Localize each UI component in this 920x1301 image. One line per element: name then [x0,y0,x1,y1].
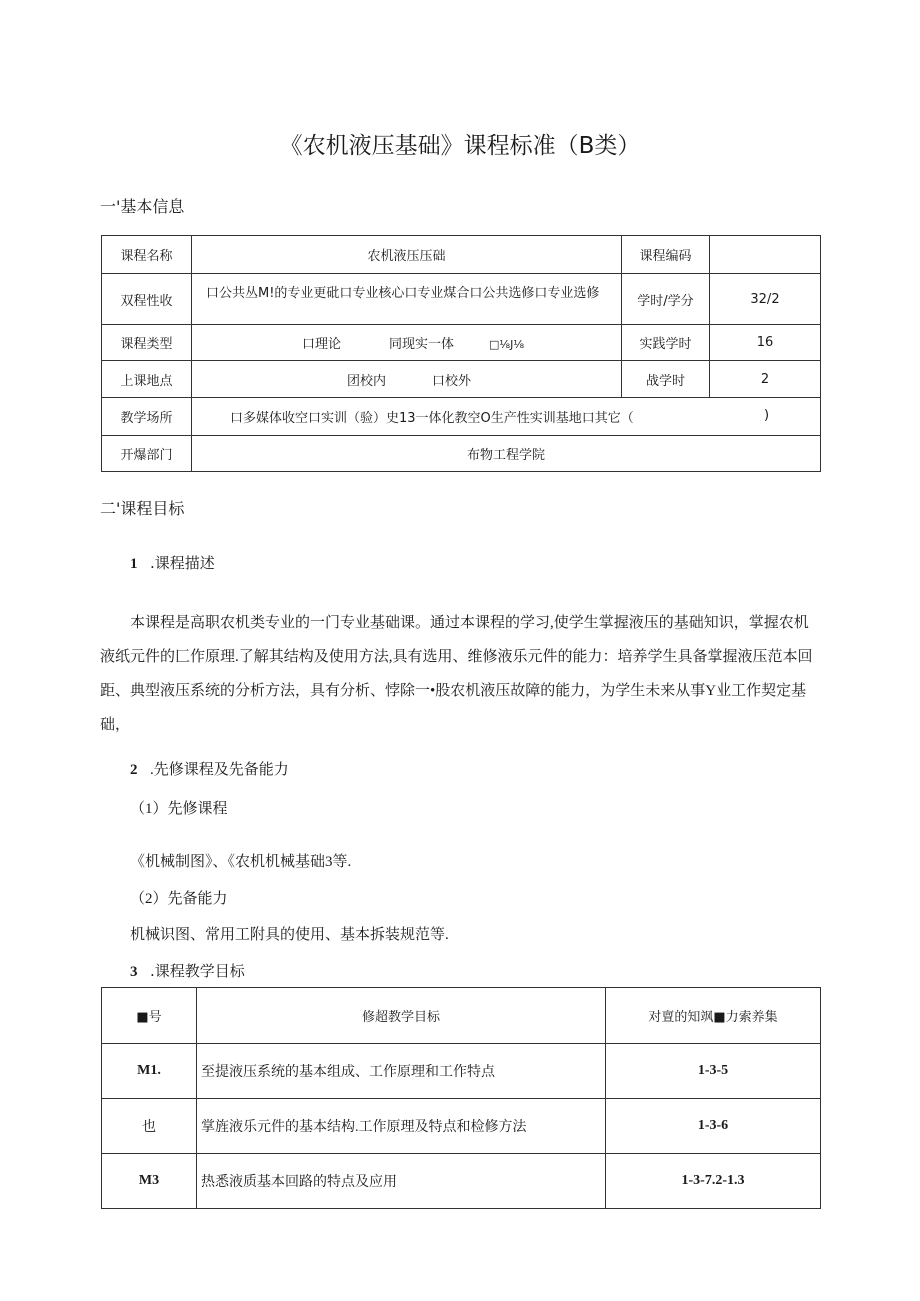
goal-text: 热悉液质基本回路的特点及应用 [197,1154,606,1209]
prereq-skills-text: 机械识图、常用工附具的使用、基本拆装规范等. [130,927,449,943]
basic-info-table [101,235,821,472]
document-title: 《农机液压基础》课程标准（B类） [279,133,641,159]
subheading-teaching-goals [130,960,245,981]
info-label: 课程名称 [102,236,192,274]
info-label: 课程类型 [102,325,192,361]
info-value [710,236,821,274]
goal-id: M1. [102,1044,197,1099]
info-label: 上课地点 [102,361,192,398]
info-row-location [102,361,821,398]
info-value: 口公共丛M!的专业更砒口专业核心口专业煤合口公共选修口专业选修 [192,274,622,325]
table-row [102,1154,821,1209]
subheading-number: 1 [130,556,138,572]
info-label: 开爆部门 [102,436,192,472]
subheading-text: .课程教学目标 [150,962,245,980]
info-value: 32/2 [710,274,821,325]
table-row [102,1044,821,1099]
info-row-course-name [102,236,821,274]
table-row [102,1099,821,1154]
info-row-department [102,436,821,472]
section-heading-basic-info: 一'基本信息 [100,197,185,216]
location-off-campus: 口校外 [431,373,471,389]
info-row-venue [102,398,821,436]
info-value: 农机液压压础 [192,236,622,274]
goals-header-row [102,988,821,1044]
info-value [192,361,622,398]
info-value: 16 [710,325,821,361]
prereq-courses-label: （1）先修课程 [130,801,228,817]
info-label: 课程编码 [622,236,710,274]
goal-mapping: 1-3-7.2-1.3 [606,1154,821,1209]
info-label: 实践学时 [622,325,710,361]
type-option-theory: 口理论 [301,337,341,352]
goal-mapping: 1-3-5 [606,1044,821,1099]
teaching-goals-table [101,987,821,1209]
header-mapping: 对亶的知飒■力索养集 [606,988,821,1044]
location-on-campus: 团校内 [346,373,386,389]
header-id: ■号 [102,988,197,1044]
info-label: 双程性收 [102,274,192,325]
info-label: 教学场所 [102,398,192,436]
info-value [192,325,622,361]
course-description-paragraph: 本课程是高职农机类专业的一门专业基础课。通过本课程的学习,使学生掌握液压的基础知识，掌握农机液纸元件的匚作原理.了解其结构及使用方法,具有选用、维修液乐元件的能力：培养学生具备掌握液压范本回距、典型液压系统的分析方法，具有分析、悖除一•股农机液压故障的能力，为学生未来从事Y业工作契定基础， [100,615,813,733]
goal-text: 至提液压系统的基本组成、工作原理和工作特点 [197,1044,606,1099]
venue-options: 口多媒体收空口实训（验）史13一体化教空O生产性实训基地口其它（ [230,411,634,426]
info-label: 战学时 [622,361,710,398]
goal-mapping: 1-3-6 [606,1099,821,1154]
subheading-number: 2 [130,762,138,778]
goal-id: 也 [102,1099,197,1154]
info-value [192,398,821,436]
info-row-course-type [102,325,821,361]
info-value: 2 [710,361,821,398]
info-value: 布物工程学院 [192,436,821,472]
type-option-integrated: 同现实一体 [388,337,454,352]
subheading-text: .课程描述 [150,554,215,572]
goal-id: M3 [102,1154,197,1209]
subheading-number: 3 [130,964,138,980]
prereq-courses-text: 《机械制图》、《农机机械基础3等. [130,854,352,870]
subheading-course-description [130,552,215,573]
header-goal: 修超教学目标 [197,988,606,1044]
section-heading-course-goals: 二'课程目标 [100,499,185,518]
venue-close-paren: ) [764,408,770,423]
info-row-course-nature [102,274,821,325]
subheading-text: .先修课程及先备能力 [150,762,289,778]
prereq-skills-label: （2）先备能力 [130,891,228,907]
type-option-other: □⅛J⅛ [489,338,524,351]
info-label: 学时/学分 [622,274,710,325]
subheading-prerequisites [130,758,289,779]
goal-text: 掌旌液乐元件的基本结构.工作原理及特点和检修方法 [197,1099,606,1154]
